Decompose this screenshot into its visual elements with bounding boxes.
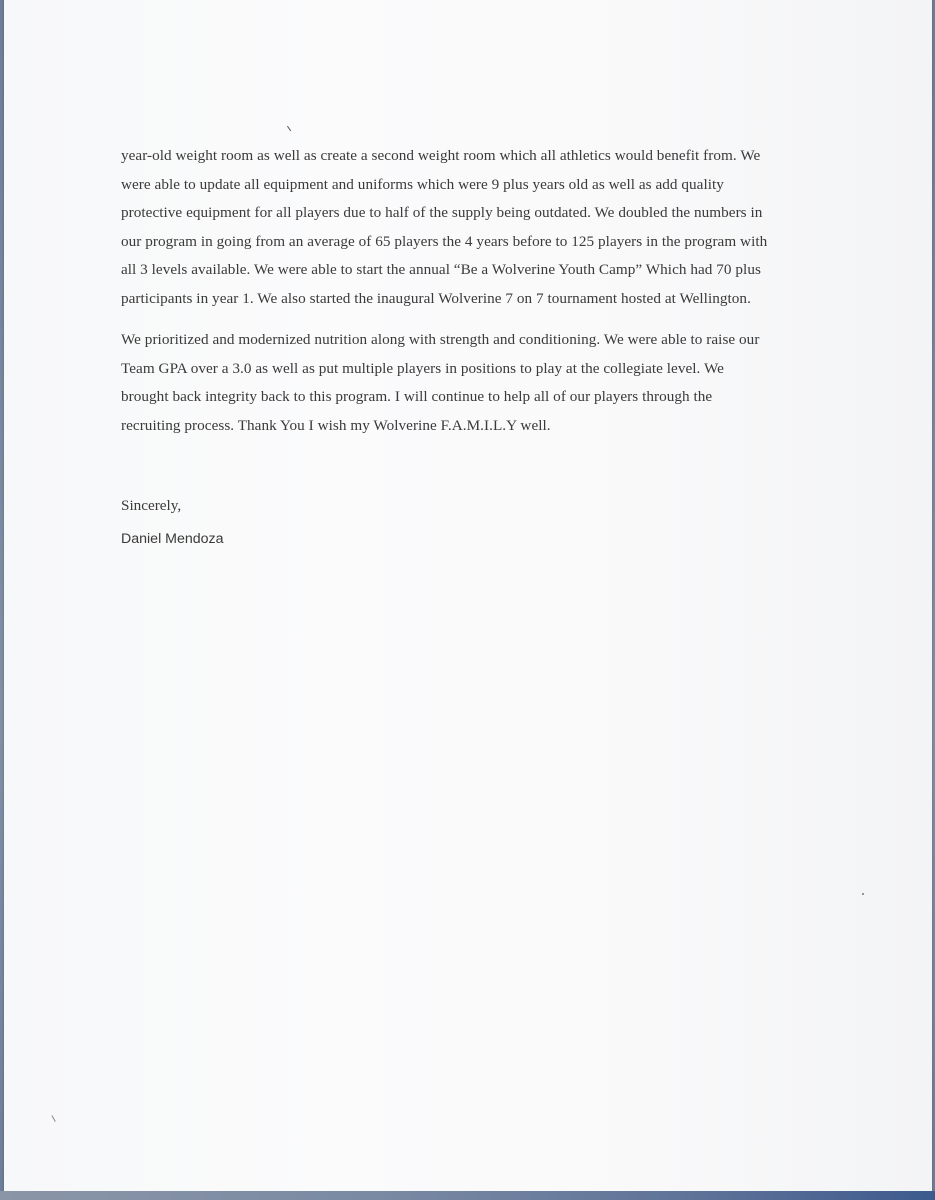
paragraph-line: all 3 levels available. We were able to start the annual “Be a Wolverine Youth Camp” Which had 70 plus: [121, 261, 761, 279]
letter-closing: Sincerely,: [121, 497, 182, 514]
paragraph-line: year-old weight room as well as create a second weight room which all athletics would benefit from. We: [121, 147, 761, 164]
stray-pen-mark: [287, 126, 292, 132]
paragraph-line: We prioritized and modernized nutrition along with strength and conditioning. We were able to raise our: [121, 331, 760, 348]
signer-name: Daniel Mendoza: [121, 531, 224, 547]
paragraph-line: protective equipment for all players due to half of the supply being outdated. We doubled the numbers in: [121, 204, 763, 222]
scanner-edge: [0, 1191, 935, 1200]
paragraph-line: our program in going from an average of 65 players the 4 years before to 125 players in the program with: [121, 232, 768, 250]
paragraph-line: were able to update all equipment and uniforms which were 9 plus years old as well as add quality: [121, 175, 724, 193]
paragraph-line: Team GPA over a 3.0 as well as put multiple players in positions to play at the collegiate level. We: [121, 359, 724, 377]
paragraph-line: participants in year 1. We also started the inaugural Wolverine 7 on 7 tournament hosted at Wellington.: [121, 289, 751, 307]
letter-paper: [4, 0, 932, 1191]
paper-scratch: [51, 1115, 56, 1122]
paragraph-line: brought back integrity back to this program. I will continue to help all of our players through the: [121, 388, 713, 406]
letter-paragraph-1: [121, 142, 841, 314]
paper-speck: [862, 893, 864, 895]
paragraph-line: recruiting process. Thank You I wish my Wolverine F.A.M.I.L.Y well.: [121, 416, 551, 434]
letter-paragraph-2: [121, 326, 841, 440]
